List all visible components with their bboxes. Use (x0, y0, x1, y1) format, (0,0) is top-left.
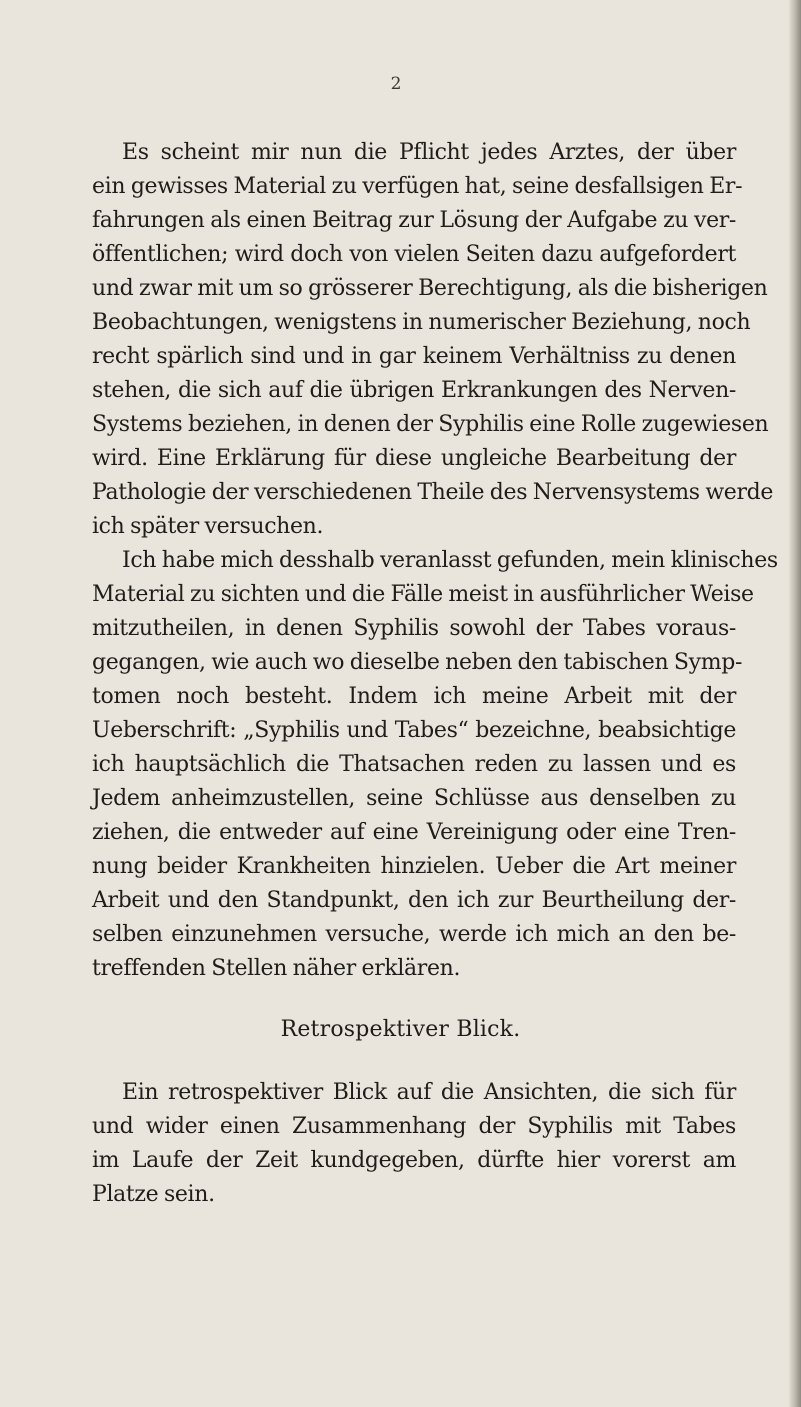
text-line: tomen noch besteht. Indem ich meine Arbeit mit der (92, 684, 736, 709)
text-line: öffentlichen; wird doch von vielen Seiten dazu aufgefordert (92, 242, 736, 267)
text-line: gegangen, wie auch wo dieselbe neben den tabischen Symp- (92, 650, 743, 675)
text-line: Jedem anheimzustellen, seine Schlüsse aus denselben zu (92, 786, 736, 811)
text-line: und wider einen Zusammenhang der Syphilis mit Tabes (92, 1114, 736, 1139)
text-line: ziehen, die entweder auf eine Vereinigung oder eine Tren- (92, 820, 736, 845)
text-line: Systems beziehen, in denen der Syphilis eine Rolle zugewiesen (92, 412, 769, 437)
section-heading: Retrospektiver Blick. (280, 1017, 521, 1042)
text-line: fahrungen als einen Beitrag zur Lösung der Aufgabe zu ver- (92, 208, 736, 233)
text-line: Platze sein. (92, 1182, 215, 1207)
text-line: Ein retrospektiver Blick auf die Ansichten, die sich für (122, 1080, 736, 1105)
text-line: recht spärlich sind und in gar keinem Verhältniss zu denen (92, 344, 736, 369)
page-number: 2 (390, 74, 402, 94)
text-line: wird. Eine Erklärung für diese ungleiche Bearbeitung der (92, 446, 736, 471)
text-line: Ich habe mich desshalb veranlasst gefunden, mein klinisches (122, 548, 778, 573)
text-line: im Laufe der Zeit kundgegeben, dürfte hier vorerst am (92, 1148, 736, 1173)
text-line: und zwar mit um so grösserer Berechtigung, als die bisherigen (92, 276, 768, 301)
text-line: treffenden Stellen näher erklären. (92, 956, 461, 981)
text-line: ich später versuchen. (92, 514, 324, 539)
text-line: nung beider Krankheiten hinzielen. Ueber die Art meiner (92, 854, 736, 879)
text-line: ich hauptsächlich die Thatsachen reden zu lassen und es (92, 752, 736, 777)
page-edge-shadow (789, 0, 801, 1407)
text-line: selben einzunehmen versuche, werde ich mich an den be- (92, 922, 736, 947)
text-line: Material zu sichten und die Fälle meist in ausführlicher Weise (92, 582, 754, 607)
text-line: Ueberschrift: „Syphilis und Tabes“ bezeichne, beabsichtige (92, 718, 736, 743)
text-line: Arbeit und den Standpunkt, den ich zur Beurtheilung der- (92, 888, 736, 913)
text-line: ein gewisses Material zu verfügen hat, seine desfallsigen Er- (92, 174, 743, 199)
text-line: mitzutheilen, in denen Syphilis sowohl der Tabes voraus- (92, 616, 736, 641)
text-line: Es scheint mir nun die Pflicht jedes Arztes, der über (122, 140, 736, 165)
text-line: stehen, die sich auf die übrigen Erkrankungen des Nerven- (92, 378, 736, 403)
text-line: Beobachtungen, wenigstens in numerischer Beziehung, noch (92, 310, 751, 335)
text-line: Pathologie der verschiedenen Theile des Nervensystems werde (92, 480, 774, 505)
